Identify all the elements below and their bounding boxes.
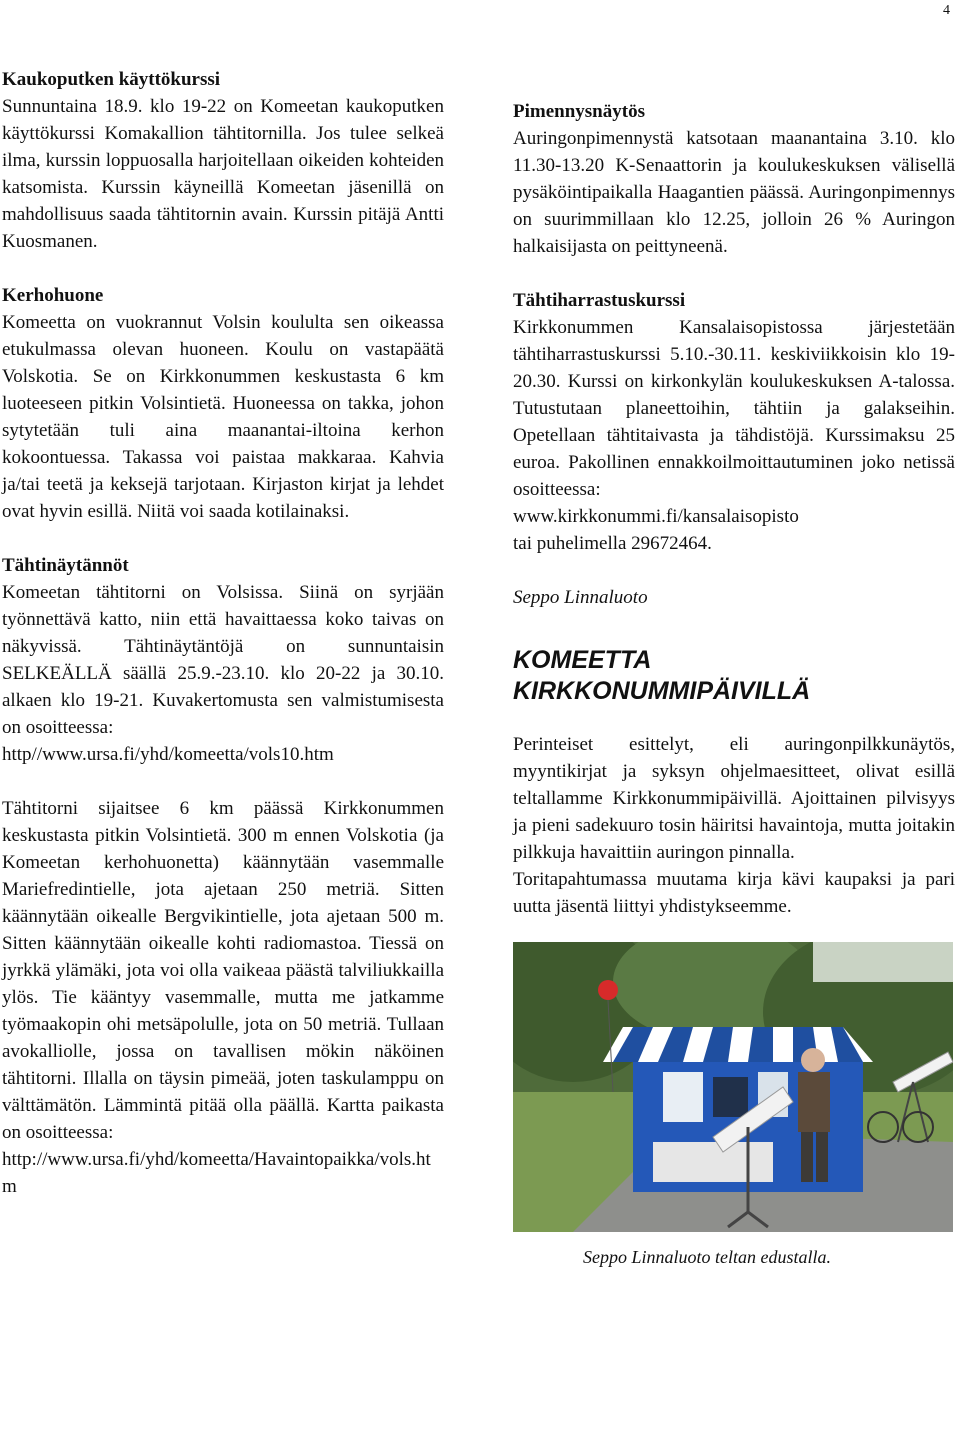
section-astronomy-course — [513, 287, 955, 611]
text-star-shows: Komeetan tähtitorni on Volsissa. Siinä on syrjään työnnettävä katto, niin että havaittaessa koko taivas on näkyvissä. Tähtinäytäntöjä on sunnuntaisin SELKEÄLLÄ säällä 25.9.-23.10. klo 20-22 ja 30.10. alkaen klo 19-21. Kuvakertomusta sen valmistumisesta on osoitteessa: — [2, 582, 444, 738]
tent-photo-illustration — [513, 942, 953, 1232]
section-star-shows — [2, 552, 444, 768]
author-signature: Seppo Linnaluoto — [513, 587, 648, 608]
text-phone: tai puhelimella 29672464. — [513, 533, 712, 554]
link-observatory-map[interactable]: http://www.ursa.fi/yhd/komeetta/Havaintopaikka/vols.htm — [2, 1149, 431, 1197]
left-column — [2, 66, 444, 1227]
section-telescope-course — [2, 66, 444, 255]
heading-astronomy-course: Tähtiharrastuskurssi — [513, 290, 686, 311]
section-directions — [2, 795, 444, 1200]
text-astronomy-course: Kirkkonummen Kansalaisopistossa järjestetään tähtiharrastuskurssi 5.10.-30.11. keskiviikkoisin klo 19-20.30. Kurssi on kirkonkylän koulukeskuksen A-talossa. Tutustutaan planeettoihin, tähtiin ja galakseihin. Opetellaan tähtitaivasta ja tähdistöjä. Kurssimaksu 25 euroa. Pakollinen ennakkoilmoittautuminen joko netissä osoitteessa: — [513, 317, 955, 500]
text-eclipse: Auringonpimennystä katsotaan maanantaina 3.10. klo 11.30-13.20 K-Senaattorin ja koulukeskuksen välisellä pysäköintipaikalla Haagantien päässä. Auringonpimennys on suurimmillaan klo 12.25, jolloin 26 % Auringon halkaisijasta on peittyneenä. — [513, 128, 955, 257]
link-adult-education[interactable]: www.kirkkonummi.fi/kansalaisopisto — [513, 506, 799, 527]
text-article-intro: Perinteiset esittelyt, eli auringonpilkkunäytös, myyntikirjat ja syksyn ohjelmaesitteet, olivat esillä teltallamme Kirkkonummipäivillä. Ajoittainen pilvisyys ja pieni sadekuuro tosin häiritsi havaintoja, mutta joitakin pilkkuja havaittiin auringon pinnalla. — [513, 734, 955, 863]
heading-telescope-course: Kaukoputken käyttökurssi — [2, 69, 221, 90]
article-title-line-2: KIRKKONUMMIPÄIVILLÄ — [513, 677, 811, 705]
photo-caption: Seppo Linnaluoto teltan edustalla. — [583, 1247, 831, 1267]
article-title — [513, 645, 955, 707]
text-club-room: Komeetta on vuokrannut Volsin koululta sen oikeassa etukulmassa olevan huoneen. Koulu on vastapäätä Volskotia. Se on Kirkkonummen keskustasta 6 km luoteeseen pitkin Volsintietä. Huoneessa on takka, johon sytytetään tuli aina maanantai-iltoina kerhon kokoontuessa. Takassa voi paistaa makkaraa. Kahvia ja/tai teetä ja keksejä tarjotaan. Kirjaston kirjat ja lehdet ovat hyvin esillä. Niitä voi saada kotilainaksi. — [2, 312, 444, 522]
section-eclipse — [513, 98, 955, 260]
heading-eclipse: Pimennysnäytös — [513, 101, 645, 122]
text-article-market: Toritapahtumassa muutama kirja kävi kaupaksi ja pari uutta jäsentä liittyi yhdistykseemme. — [513, 869, 955, 917]
text-telescope-course: Sunnuntaina 18.9. klo 19-22 on Komeetan kaukoputken käyttökurssi Komakallion tähtitornilla. Jos tulee selkeä ilma, kurssin loppuosalla harjoitellaan oikeiden kohteiden katsomista. Kurssin käyneillä Komeetan jäsenillä on mahdollisuus saada tähtitornin avain. Kurssin pitäjä Antti Kuosmanen. — [2, 96, 444, 252]
text-directions: Tähtitorni sijaitsee 6 km päässä Kirkkonummen keskustasta pitkin Volsintietä. 300 m ennen Volskotia (ja Komeetan kerhohuonetta) käännytään vasemmalle Mariefredintielle, jota ajetaan 250 metriä. Sitten käännytään oikealle Bergvikintielle, jota ajetaan 500 m. Sitten käännytään oikealle kohti radiomastoa. Tiessä on jyrkkä ylämäki, jota voi olla vaikeaa päästä talviliukkailla ylös. Tie kääntyy vasemmalle, mutta me jatkamme työmaakopin ohi metsäpolulle, jota on 50 metriä. Tullaan avokalliolle, jossa on tavallisen mökin näköinen tähtitorni. Illalla on täysin pimeää, joten taskulamppu on välttämätön. Lämmintä pitää olla päällä. Kartta paikasta on osoitteessa: — [2, 798, 444, 1143]
right-column — [513, 98, 955, 1271]
section-club-room — [2, 282, 444, 525]
tent-photo — [513, 942, 953, 1232]
link-observatory-photos[interactable]: http//www.ursa.fi/yhd/komeetta/vols10.htm — [2, 744, 334, 765]
page-number: 4 — [943, 3, 950, 18]
heading-star-shows: Tähtinäytännöt — [2, 555, 129, 576]
heading-club-room: Kerhohuone — [2, 285, 104, 306]
article-title-line-1: KOMEETTA — [513, 646, 652, 674]
